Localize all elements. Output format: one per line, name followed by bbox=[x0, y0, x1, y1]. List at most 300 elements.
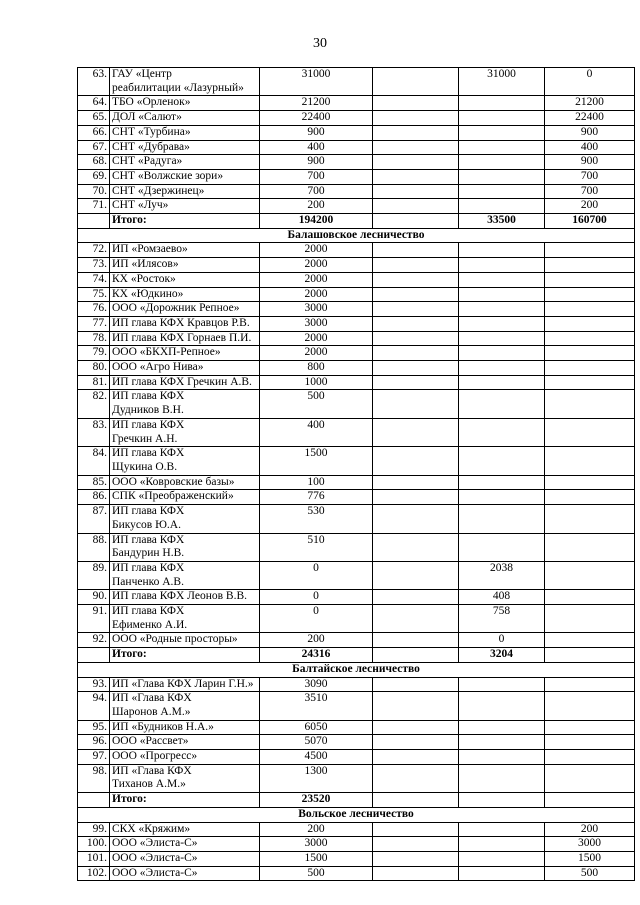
value-cell-c4 bbox=[545, 692, 635, 720]
value-cell-c3 bbox=[459, 302, 545, 317]
table-row bbox=[78, 96, 635, 111]
value-cell-c2 bbox=[373, 140, 459, 155]
organization-name-line: ИП «Илясов» bbox=[112, 258, 179, 271]
value-cell-c3 bbox=[459, 866, 545, 881]
table-body bbox=[78, 68, 635, 881]
value-cell-c3 bbox=[459, 111, 545, 126]
value-cell-c1: 1300 bbox=[260, 764, 373, 792]
value-cell-c1: 2000 bbox=[260, 287, 373, 302]
value-cell-c3 bbox=[459, 851, 545, 866]
value-cell-c2 bbox=[373, 866, 459, 881]
organization-name bbox=[110, 590, 260, 605]
value-cell-c3 bbox=[459, 346, 545, 361]
organization-name-line: ООО «Элиста-С» bbox=[112, 866, 198, 879]
value-cell-c4: 500 bbox=[545, 866, 635, 881]
value-cell-c1: 2000 bbox=[260, 346, 373, 361]
value-cell-c2 bbox=[373, 96, 459, 111]
value-cell-c1: 2000 bbox=[260, 243, 373, 258]
row-number: 89. bbox=[78, 561, 110, 589]
organization-name bbox=[110, 505, 260, 533]
total-label: Итого: bbox=[110, 648, 260, 663]
organization-name bbox=[110, 720, 260, 735]
row-number: 96. bbox=[78, 735, 110, 750]
organization-name bbox=[110, 331, 260, 346]
value-cell-c3: 31000 bbox=[459, 68, 545, 96]
organization-name-line: Тиханов А.М.» bbox=[112, 778, 186, 791]
organization-name bbox=[110, 316, 260, 331]
table-row bbox=[78, 258, 635, 273]
value-cell-c2 bbox=[373, 155, 459, 170]
table-row bbox=[78, 390, 635, 418]
table-row bbox=[78, 331, 635, 346]
organization-name bbox=[110, 851, 260, 866]
value-cell-c3 bbox=[459, 418, 545, 446]
value-cell-c1: 0 bbox=[260, 590, 373, 605]
row-number: 99. bbox=[78, 822, 110, 837]
organization-name-line: ООО «Рассвет» bbox=[112, 735, 189, 748]
total-value-c4 bbox=[545, 648, 635, 663]
value-cell-c2 bbox=[373, 447, 459, 475]
row-number: 86. bbox=[78, 490, 110, 505]
value-cell-c4 bbox=[545, 331, 635, 346]
value-cell-c4: 900 bbox=[545, 125, 635, 140]
organization-name-line: СНТ «Турбина» bbox=[112, 125, 191, 138]
row-number: 63. bbox=[78, 68, 110, 96]
value-cell-c3 bbox=[459, 375, 545, 390]
value-cell-c1: 3090 bbox=[260, 677, 373, 692]
organization-name-line: ООО «Агро Нива» bbox=[112, 361, 204, 374]
value-cell-c4 bbox=[545, 287, 635, 302]
value-cell-c3 bbox=[459, 331, 545, 346]
value-cell-c4 bbox=[545, 272, 635, 287]
total-value-c3: 33500 bbox=[459, 214, 545, 229]
table-row bbox=[78, 375, 635, 390]
value-cell-c4 bbox=[545, 561, 635, 589]
table-row bbox=[78, 287, 635, 302]
value-cell-c2 bbox=[373, 561, 459, 589]
organization-name-line: ИП глава КФХ bbox=[112, 447, 185, 460]
organization-name bbox=[110, 125, 260, 140]
table-row bbox=[78, 243, 635, 258]
row-number: 100. bbox=[78, 837, 110, 852]
value-cell-c1: 2000 bbox=[260, 258, 373, 273]
value-cell-c2 bbox=[373, 677, 459, 692]
value-cell-c1: 100 bbox=[260, 475, 373, 490]
row-number: 77. bbox=[78, 316, 110, 331]
organization-name-line: СКХ «Кряжим» bbox=[112, 822, 191, 835]
organization-name-line: ИП глава КФХ bbox=[112, 533, 185, 546]
value-cell-c4: 400 bbox=[545, 140, 635, 155]
allocation-table bbox=[77, 67, 635, 881]
section-header-row bbox=[78, 807, 635, 822]
row-number: 73. bbox=[78, 258, 110, 273]
value-cell-c1: 2000 bbox=[260, 272, 373, 287]
organization-name-line: ИП глава КФХ bbox=[112, 561, 185, 574]
organization-name-line: Бандурин Н.В. bbox=[112, 547, 185, 560]
value-cell-c3 bbox=[459, 390, 545, 418]
table-row bbox=[78, 346, 635, 361]
value-cell-c2 bbox=[373, 361, 459, 376]
table-row bbox=[78, 851, 635, 866]
organization-name-line: ИП глава КФХ Гречкин А.В. bbox=[112, 375, 252, 388]
organization-name bbox=[110, 155, 260, 170]
value-cell-c4 bbox=[545, 258, 635, 273]
value-cell-c3 bbox=[459, 735, 545, 750]
organization-name bbox=[110, 866, 260, 881]
value-cell-c2 bbox=[373, 125, 459, 140]
value-cell-c1: 22400 bbox=[260, 111, 373, 126]
value-cell-c4 bbox=[545, 418, 635, 446]
table-row bbox=[78, 125, 635, 140]
value-cell-c2 bbox=[373, 272, 459, 287]
table-row bbox=[78, 533, 635, 561]
value-cell-c1: 3000 bbox=[260, 316, 373, 331]
value-cell-c4 bbox=[545, 316, 635, 331]
value-cell-c4 bbox=[545, 750, 635, 765]
value-cell-c1: 200 bbox=[260, 822, 373, 837]
organization-name bbox=[110, 96, 260, 111]
organization-name-line: Бикусов Ю.А. bbox=[112, 518, 181, 531]
organization-name-line: СНТ «Луч» bbox=[112, 199, 169, 212]
value-cell-c2 bbox=[373, 375, 459, 390]
table-row bbox=[78, 866, 635, 881]
value-cell-c3 bbox=[459, 199, 545, 214]
row-number: 76. bbox=[78, 302, 110, 317]
total-value-c2 bbox=[373, 214, 459, 229]
table-row bbox=[78, 155, 635, 170]
value-cell-c1: 1500 bbox=[260, 851, 373, 866]
organization-name-line: СНТ «Волжские зори» bbox=[112, 169, 224, 182]
value-cell-c1: 3000 bbox=[260, 302, 373, 317]
value-cell-c3 bbox=[459, 96, 545, 111]
row-number: 65. bbox=[78, 111, 110, 126]
section-title: Балтайское лесничество bbox=[78, 662, 635, 677]
organization-name bbox=[110, 390, 260, 418]
total-value-c4: 160700 bbox=[545, 214, 635, 229]
row-number: 72. bbox=[78, 243, 110, 258]
value-cell-c2 bbox=[373, 346, 459, 361]
organization-name bbox=[110, 258, 260, 273]
organization-name-line: Панченко А.В. bbox=[112, 575, 184, 588]
table-row bbox=[78, 692, 635, 720]
value-cell-c2 bbox=[373, 822, 459, 837]
value-cell-c2 bbox=[373, 475, 459, 490]
organization-name-line: ИП глава КФХ Кравцов Р.В. bbox=[112, 316, 250, 329]
value-cell-c2 bbox=[373, 390, 459, 418]
section-title: Вольское лесничество bbox=[78, 807, 635, 822]
row-number: 84. bbox=[78, 447, 110, 475]
value-cell-c2 bbox=[373, 750, 459, 765]
value-cell-c4 bbox=[545, 375, 635, 390]
value-cell-c1: 700 bbox=[260, 184, 373, 199]
value-cell-c3 bbox=[459, 184, 545, 199]
value-cell-c2 bbox=[373, 418, 459, 446]
value-cell-c3 bbox=[459, 533, 545, 561]
value-cell-c2 bbox=[373, 490, 459, 505]
row-number: 75. bbox=[78, 287, 110, 302]
value-cell-c2 bbox=[373, 505, 459, 533]
organization-name-line: Гречкин А.Н. bbox=[112, 432, 178, 445]
table-row bbox=[78, 68, 635, 96]
total-row bbox=[78, 648, 635, 663]
value-cell-c3 bbox=[459, 490, 545, 505]
value-cell-c1: 0 bbox=[260, 561, 373, 589]
organization-name-line: ООО «Ковровские базы» bbox=[112, 475, 235, 488]
organization-name bbox=[110, 837, 260, 852]
value-cell-c1: 4500 bbox=[260, 750, 373, 765]
value-cell-c4 bbox=[545, 533, 635, 561]
value-cell-c2 bbox=[373, 605, 459, 633]
organization-name bbox=[110, 533, 260, 561]
organization-name bbox=[110, 418, 260, 446]
organization-name bbox=[110, 302, 260, 317]
value-cell-c3 bbox=[459, 361, 545, 376]
value-cell-c3 bbox=[459, 447, 545, 475]
value-cell-c2 bbox=[373, 837, 459, 852]
row-number: 91. bbox=[78, 605, 110, 633]
organization-name-line: КХ «Росток» bbox=[112, 272, 176, 285]
organization-name-line: ИП «Глава КФХ Ларин Г.Н.» bbox=[112, 677, 254, 690]
organization-name-line: СНТ «Дубрава» bbox=[112, 140, 190, 153]
organization-name-line: ТБО «Орленок» bbox=[112, 96, 191, 109]
value-cell-c2 bbox=[373, 331, 459, 346]
organization-name-line: СПК «Преображенский» bbox=[112, 490, 234, 503]
organization-name-line: Щукина О.В. bbox=[112, 460, 178, 473]
value-cell-c1: 0 bbox=[260, 605, 373, 633]
organization-name-line: Дудников В.Н. bbox=[112, 404, 184, 417]
table-row bbox=[78, 750, 635, 765]
value-cell-c4 bbox=[545, 302, 635, 317]
row-number: 95. bbox=[78, 720, 110, 735]
value-cell-c1: 900 bbox=[260, 125, 373, 140]
organization-name bbox=[110, 735, 260, 750]
value-cell-c2 bbox=[373, 533, 459, 561]
organization-name-line: Шаронов А.М.» bbox=[112, 705, 191, 718]
table-row bbox=[78, 272, 635, 287]
table-row bbox=[78, 605, 635, 633]
value-cell-c2 bbox=[373, 764, 459, 792]
table-row bbox=[78, 184, 635, 199]
value-cell-c2 bbox=[373, 258, 459, 273]
organization-name bbox=[110, 447, 260, 475]
table-row bbox=[78, 590, 635, 605]
value-cell-c4: 22400 bbox=[545, 111, 635, 126]
organization-name-line: Ефименко А.И. bbox=[112, 618, 188, 631]
value-cell-c1: 31000 bbox=[260, 68, 373, 96]
organization-name-line: ИП глава КФХ bbox=[112, 390, 185, 403]
table-row bbox=[78, 822, 635, 837]
value-cell-c3 bbox=[459, 125, 545, 140]
value-cell-c1: 2000 bbox=[260, 331, 373, 346]
value-cell-c3 bbox=[459, 720, 545, 735]
organization-name-line: ИП глава КФХ Леонов В.В. bbox=[112, 590, 248, 603]
row-number: 93. bbox=[78, 677, 110, 692]
organization-name bbox=[110, 677, 260, 692]
value-cell-c4 bbox=[545, 490, 635, 505]
organization-name bbox=[110, 375, 260, 390]
value-cell-c3 bbox=[459, 243, 545, 258]
value-cell-c2 bbox=[373, 243, 459, 258]
value-cell-c4 bbox=[545, 677, 635, 692]
row-number: 71. bbox=[78, 199, 110, 214]
total-label: Итого: bbox=[110, 793, 260, 808]
value-cell-c3 bbox=[459, 692, 545, 720]
total-empty-cell bbox=[78, 214, 110, 229]
value-cell-c4 bbox=[545, 346, 635, 361]
row-number: 70. bbox=[78, 184, 110, 199]
value-cell-c4 bbox=[545, 764, 635, 792]
row-number: 101. bbox=[78, 851, 110, 866]
row-number: 69. bbox=[78, 169, 110, 184]
organization-name-line: КХ «Юдкино» bbox=[112, 287, 184, 300]
value-cell-c3 bbox=[459, 677, 545, 692]
value-cell-c2 bbox=[373, 68, 459, 96]
organization-name bbox=[110, 561, 260, 589]
organization-name-line: реабилитации «Лазурный» bbox=[112, 81, 244, 94]
value-cell-c4 bbox=[545, 720, 635, 735]
organization-name-line: ИП глава КФХ bbox=[112, 505, 185, 518]
value-cell-c2 bbox=[373, 851, 459, 866]
organization-name-line: ООО «БКХП-Репное» bbox=[112, 346, 221, 359]
table-row bbox=[78, 169, 635, 184]
row-number: 92. bbox=[78, 633, 110, 648]
value-cell-c4 bbox=[545, 475, 635, 490]
organization-name bbox=[110, 346, 260, 361]
organization-name bbox=[110, 361, 260, 376]
total-value-c1: 194200 bbox=[260, 214, 373, 229]
value-cell-c4 bbox=[545, 361, 635, 376]
organization-name-line: СНТ «Дзержинец» bbox=[112, 184, 205, 197]
value-cell-c3: 758 bbox=[459, 605, 545, 633]
total-label: Итого: bbox=[110, 214, 260, 229]
table-row bbox=[78, 764, 635, 792]
organization-name bbox=[110, 68, 260, 96]
value-cell-c3: 408 bbox=[459, 590, 545, 605]
organization-name-line: ДОЛ «Салют» bbox=[112, 111, 182, 124]
value-cell-c4: 21200 bbox=[545, 96, 635, 111]
table-row bbox=[78, 111, 635, 126]
value-cell-c4 bbox=[545, 590, 635, 605]
row-number: 87. bbox=[78, 505, 110, 533]
value-cell-c4: 0 bbox=[545, 68, 635, 96]
organization-name bbox=[110, 490, 260, 505]
organization-name bbox=[110, 605, 260, 633]
section-header-row bbox=[78, 228, 635, 243]
value-cell-c1: 400 bbox=[260, 140, 373, 155]
row-number: 64. bbox=[78, 96, 110, 111]
value-cell-c1: 1500 bbox=[260, 447, 373, 475]
organization-name-line: ИП «Глава КФХ bbox=[112, 764, 192, 777]
value-cell-c3 bbox=[459, 287, 545, 302]
total-value-c1: 24316 bbox=[260, 648, 373, 663]
value-cell-c4: 200 bbox=[545, 199, 635, 214]
value-cell-c4 bbox=[545, 390, 635, 418]
value-cell-c3 bbox=[459, 505, 545, 533]
value-cell-c1: 800 bbox=[260, 361, 373, 376]
value-cell-c4 bbox=[545, 735, 635, 750]
row-number: 85. bbox=[78, 475, 110, 490]
organization-name bbox=[110, 243, 260, 258]
value-cell-c1: 6050 bbox=[260, 720, 373, 735]
organization-name-line: ООО «Элиста-С» bbox=[112, 851, 198, 864]
organization-name-line: ООО «Родные просторы» bbox=[112, 633, 238, 646]
total-value-c4 bbox=[545, 793, 635, 808]
row-number: 78. bbox=[78, 331, 110, 346]
value-cell-c3 bbox=[459, 316, 545, 331]
organization-name-line: СНТ «Радуга» bbox=[112, 155, 183, 168]
value-cell-c4: 700 bbox=[545, 184, 635, 199]
organization-name bbox=[110, 692, 260, 720]
value-cell-c1: 776 bbox=[260, 490, 373, 505]
table-row bbox=[78, 475, 635, 490]
row-number: 80. bbox=[78, 361, 110, 376]
value-cell-c1: 400 bbox=[260, 418, 373, 446]
value-cell-c4 bbox=[545, 447, 635, 475]
value-cell-c1: 700 bbox=[260, 169, 373, 184]
value-cell-c2 bbox=[373, 735, 459, 750]
value-cell-c2 bbox=[373, 633, 459, 648]
value-cell-c1: 530 bbox=[260, 505, 373, 533]
value-cell-c1: 510 bbox=[260, 533, 373, 561]
table-row bbox=[78, 199, 635, 214]
value-cell-c3 bbox=[459, 169, 545, 184]
value-cell-c4 bbox=[545, 633, 635, 648]
value-cell-c1: 500 bbox=[260, 866, 373, 881]
organization-name bbox=[110, 140, 260, 155]
organization-name bbox=[110, 475, 260, 490]
organization-name-line: ИП «Ромзаево» bbox=[112, 243, 188, 256]
organization-name-line: ООО «Элиста-С» bbox=[112, 837, 198, 850]
value-cell-c3 bbox=[459, 155, 545, 170]
value-cell-c2 bbox=[373, 590, 459, 605]
organization-name bbox=[110, 169, 260, 184]
value-cell-c1: 5070 bbox=[260, 735, 373, 750]
organization-name-line: ООО «Прогресс» bbox=[112, 750, 198, 763]
table-row bbox=[78, 140, 635, 155]
row-number: 79. bbox=[78, 346, 110, 361]
organization-name bbox=[110, 184, 260, 199]
value-cell-c4 bbox=[545, 243, 635, 258]
value-cell-c4: 200 bbox=[545, 822, 635, 837]
row-number: 97. bbox=[78, 750, 110, 765]
table-row bbox=[78, 316, 635, 331]
value-cell-c3 bbox=[459, 272, 545, 287]
table-row bbox=[78, 677, 635, 692]
total-empty-cell bbox=[78, 648, 110, 663]
value-cell-c1: 500 bbox=[260, 390, 373, 418]
organization-name-line: ГАУ «Центр bbox=[112, 68, 172, 80]
value-cell-c1: 21200 bbox=[260, 96, 373, 111]
organization-name bbox=[110, 287, 260, 302]
table-row bbox=[78, 361, 635, 376]
row-number: 88. bbox=[78, 533, 110, 561]
value-cell-c2 bbox=[373, 184, 459, 199]
organization-name-line: ИП глава КФХ bbox=[112, 418, 185, 431]
total-row bbox=[78, 793, 635, 808]
value-cell-c2 bbox=[373, 302, 459, 317]
value-cell-c1: 900 bbox=[260, 155, 373, 170]
value-cell-c1: 200 bbox=[260, 199, 373, 214]
value-cell-c3 bbox=[459, 822, 545, 837]
row-number: 68. bbox=[78, 155, 110, 170]
value-cell-c4: 1500 bbox=[545, 851, 635, 866]
row-number: 81. bbox=[78, 375, 110, 390]
total-row bbox=[78, 214, 635, 229]
organization-name-line: ИП глава КФХ bbox=[112, 605, 185, 618]
total-value-c2 bbox=[373, 793, 459, 808]
total-value-c2 bbox=[373, 648, 459, 663]
total-value-c3: 3204 bbox=[459, 648, 545, 663]
